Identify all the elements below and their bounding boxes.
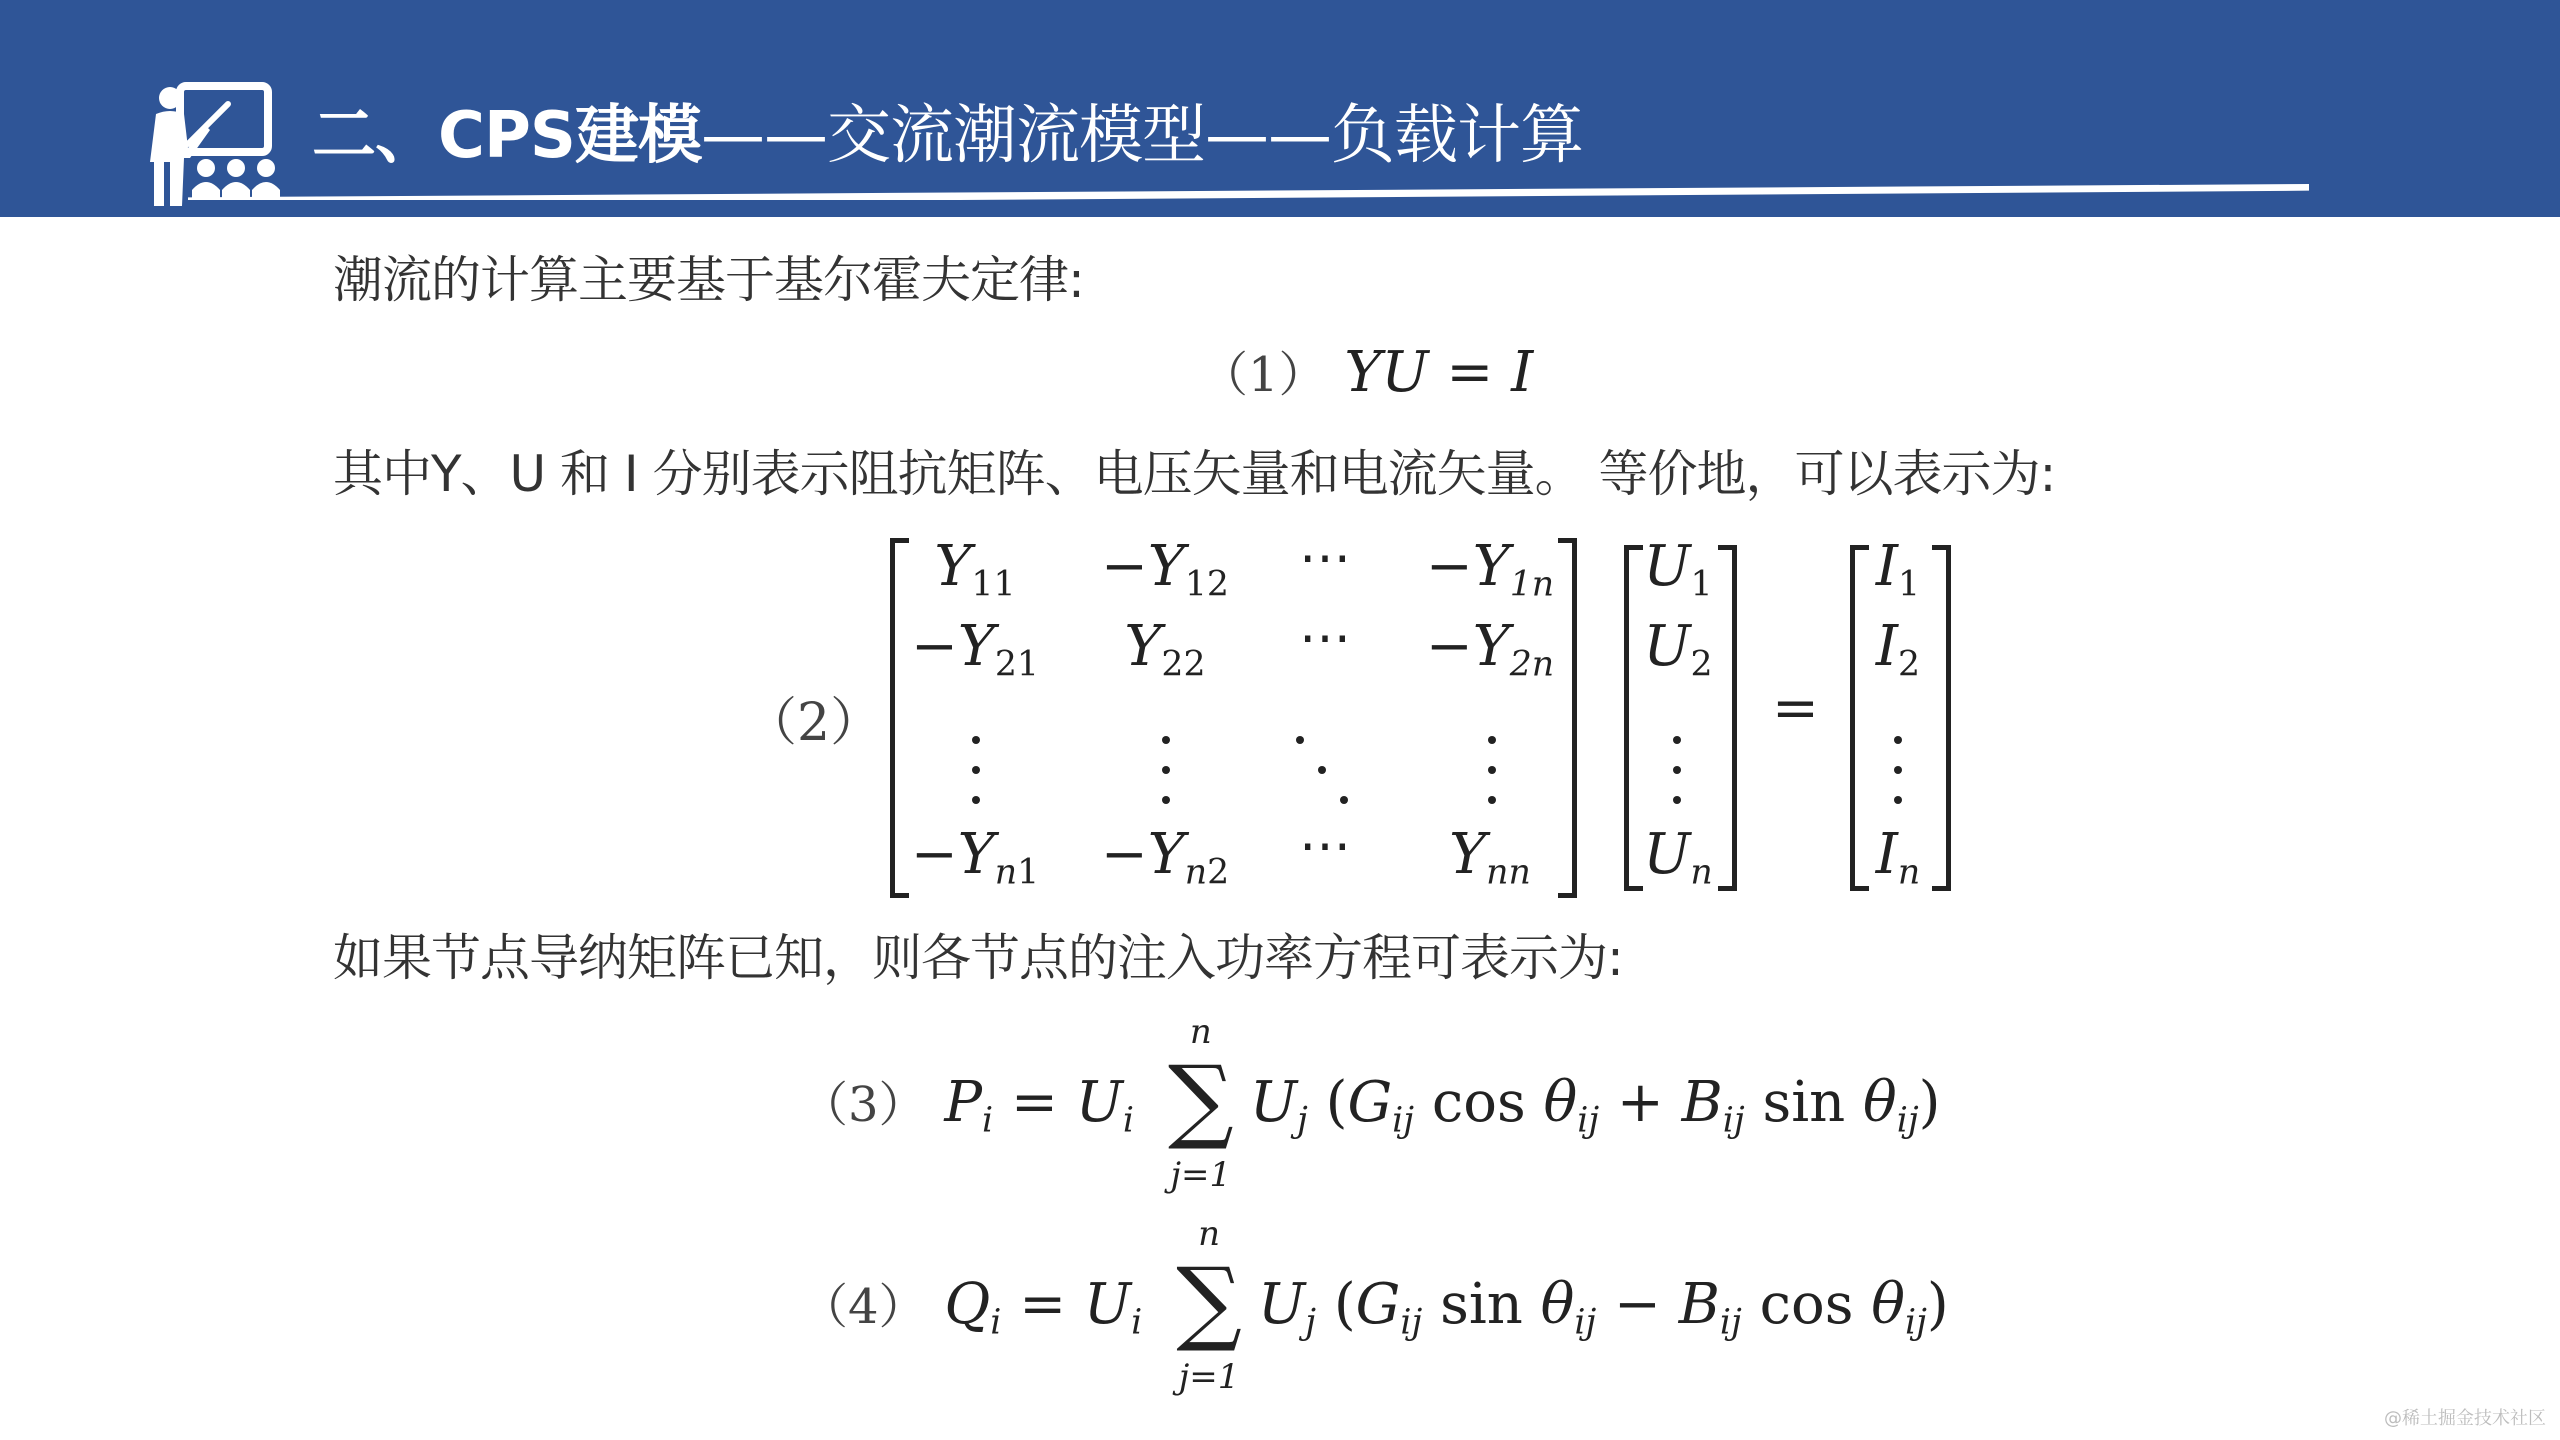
matrix-cell: $-Y_{2n}$: [1425, 614, 1555, 685]
u-vector-cell: $U_2$: [1643, 614, 1713, 685]
i-vector-cell: $I_2$: [1875, 614, 1921, 685]
matrix-cell: $-Y_{n2}$: [1100, 822, 1230, 893]
equals-sign: =: [1772, 676, 1819, 741]
matrix-cell: $-Y_{n1}$: [910, 822, 1040, 893]
summation-symbol: n ∑ j=1: [1176, 1214, 1242, 1397]
matrix-cell: $Y_{nn}$: [1449, 822, 1531, 893]
vdots: [972, 736, 980, 826]
intro-text: 潮流的计算主要基于基尔霍夫定律:: [333, 251, 1084, 309]
header-underline: [188, 184, 2309, 200]
summation-symbol: n ∑ j=1: [1167, 1012, 1234, 1195]
i-vector-cell: $I_n$: [1875, 822, 1921, 893]
equation-1: （1） YU = I: [1200, 340, 1534, 405]
equation-4: （4） $Q_i = U_i$ n ∑ j=1 $U_j$ ($G_{ij}$ $\sin \theta_{ij} - B_{ij}$ $\cos \theta_{ij}$): [800, 1214, 1949, 1397]
matrix-cell: ⋯: [1299, 528, 1351, 588]
u-vector-cell: $U_n$: [1643, 822, 1713, 893]
matrix-cell: $Y_{22}$: [1124, 614, 1206, 685]
explanation-text: 其中Y、U 和 I 分别表示阻抗矩阵、电压矢量和电流矢量。 等价地，可以表示为:: [333, 445, 2056, 503]
equation-3: （3） $P_i = U_i$ n ∑ j=1 $U_j$ ($G_{ij}$ $\cos \theta_{ij} + B_{ij}$ $\sin \theta_{ij}$): [800, 1012, 1941, 1195]
matrix-cell: ⋯: [1299, 608, 1351, 668]
i-vector-cell: $I_1$: [1875, 534, 1921, 605]
vdots: [1162, 736, 1170, 826]
matrix-cell: ⋯: [1299, 816, 1351, 876]
matrix-cell: $-Y_{21}$: [910, 614, 1040, 685]
watermark: @稀土掘金技术社区: [2384, 1408, 2546, 1429]
power-intro-text: 如果节点导纳矩阵已知，则各节点的注入功率方程可表示为:: [333, 929, 1623, 987]
vdots: [1673, 736, 1681, 826]
slide-title: [312, 96, 1583, 176]
vdots: [1894, 736, 1902, 826]
equation-2-label: （2）: [745, 693, 883, 753]
u-vector-cell: $U_1$: [1643, 534, 1713, 605]
slide-title-sub: ——交流潮流模型——负载计算: [700, 99, 1583, 173]
matrix-cell: $-Y_{12}$: [1100, 534, 1230, 605]
ddots: [1296, 736, 1366, 826]
slide-header: [0, 0, 2560, 217]
vdots: [1488, 736, 1496, 826]
matrix-cell: $Y_{11}$: [934, 534, 1016, 605]
slide-title-main: 二、CPS建模: [312, 99, 701, 173]
matrix-cell: $-Y_{1n}$: [1425, 534, 1555, 605]
